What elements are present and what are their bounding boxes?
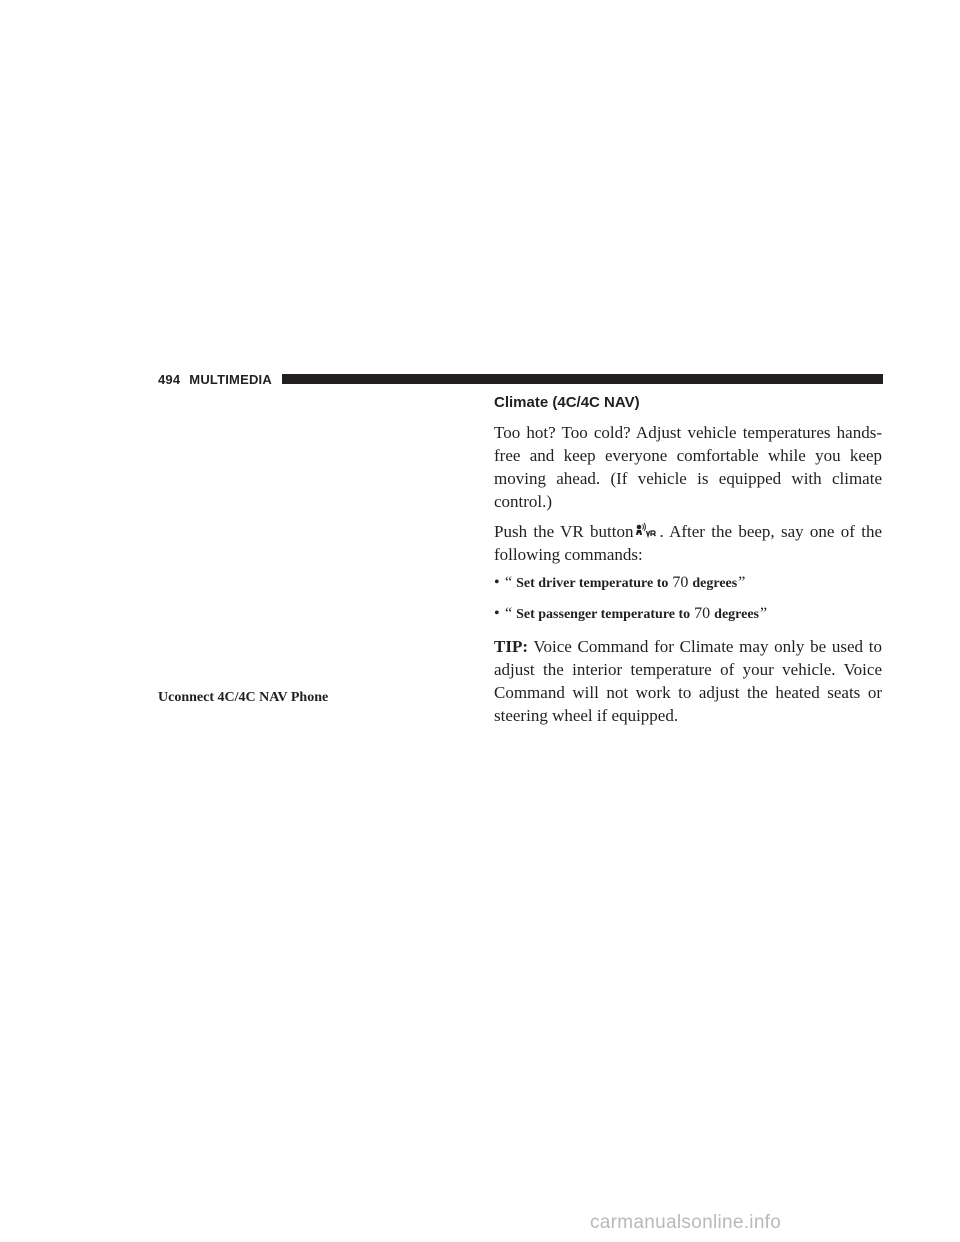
command-text: Set passenger temperature to: [516, 607, 691, 622]
intro-paragraph: Too hot? Too cold? Adjust vehicle temperatures hands-free and keep everyone comfortable while you keep moving ahead. (If vehicle is equipped with climate control.): [494, 423, 882, 511]
header-rule: [282, 374, 883, 384]
open-quote: “: [505, 574, 513, 591]
push-text-before: Push the VR button: [494, 522, 634, 541]
close-quote: ”: [738, 574, 746, 591]
bullet-icon: •: [494, 605, 500, 622]
command-unit: degrees: [714, 607, 760, 622]
tip-text: Voice Command for Climate may only be used to adjust the interior temperature of your vehicle. Voice Command will not work to adjust the heated seats or steering wheel if equipped.: [494, 637, 882, 725]
command-unit: degrees: [692, 576, 738, 591]
list-item: [494, 604, 882, 625]
page-header: [158, 371, 883, 387]
command-number: 70: [694, 605, 711, 622]
push-vr-paragraph: [494, 520, 882, 566]
bullet-icon: •: [494, 574, 500, 591]
command-number: 70: [672, 574, 689, 591]
tip-label: TIP:: [494, 637, 528, 656]
watermark: carmanualsonline.info: [590, 1212, 782, 1233]
close-quote: ”: [760, 605, 768, 622]
page-number: 494: [158, 371, 181, 387]
climate-section: [494, 394, 882, 734]
open-quote: “: [505, 605, 513, 622]
section-label: MULTIMEDIA: [189, 371, 272, 387]
push-text-after: . After the beep, say one of the following commands:: [494, 522, 882, 564]
command-text: Set driver temperature to: [516, 576, 669, 591]
list-item: [494, 573, 882, 594]
tip-paragraph: [494, 635, 882, 727]
section-heading: Climate (4C/4C NAV): [494, 394, 640, 411]
voice-recognition-icon: [635, 521, 657, 537]
footer-section-title: Uconnect 4C/4C NAV Phone: [158, 690, 329, 705]
command-list: [494, 573, 882, 625]
